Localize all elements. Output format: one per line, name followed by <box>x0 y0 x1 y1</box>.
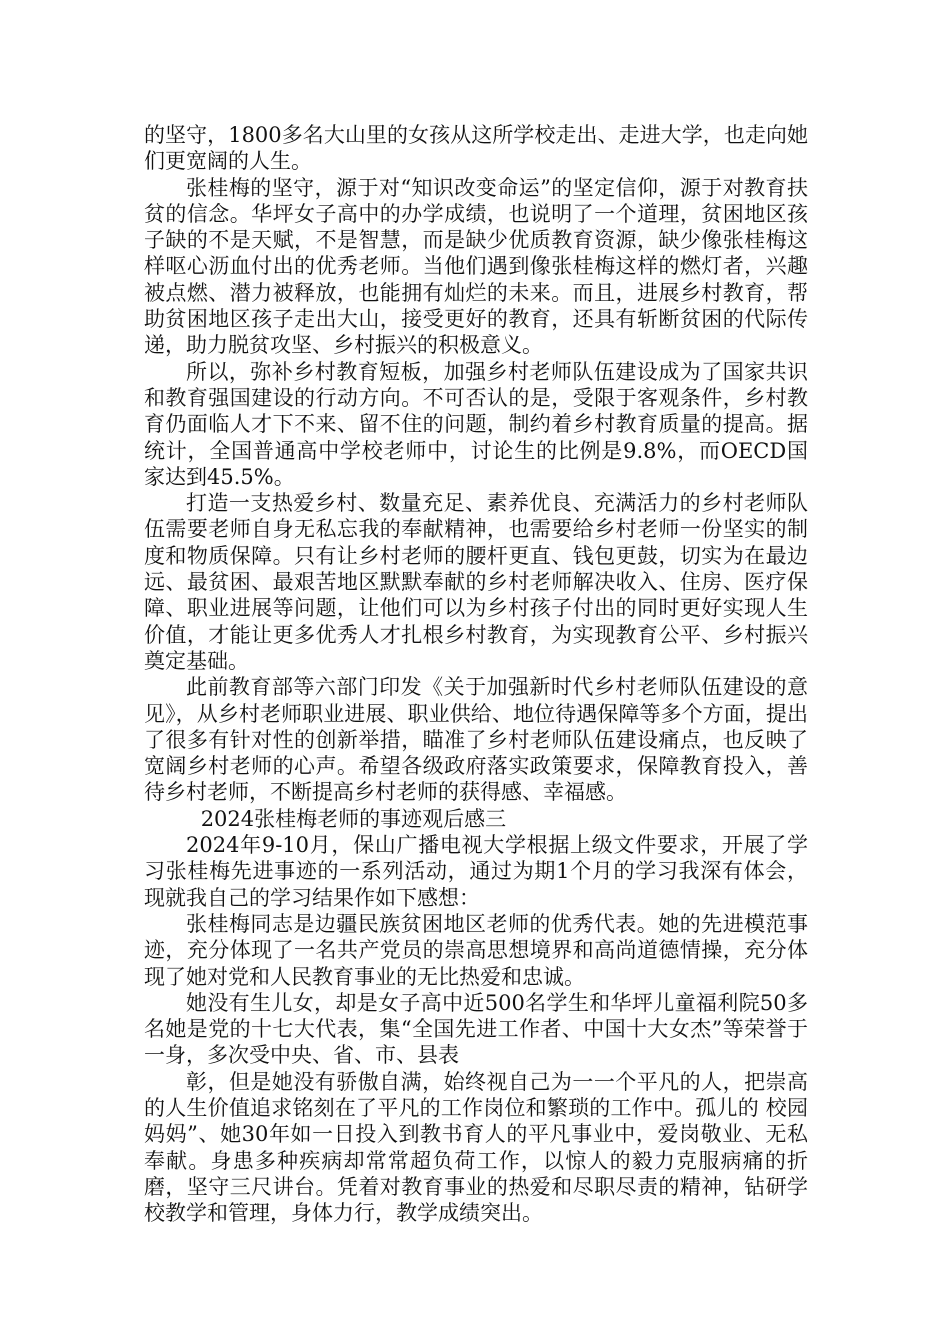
paragraph: 2024年9-10月，保山广播电视大学根据上级文件要求，开展了学习张桂梅先进事迹的一系列活动，通过为期1个月的学习我深有体会，现就我自己的学习结果作如下感想： <box>144 833 808 910</box>
paragraph: 此前教育部等六部门印发《关于加强新时代乡村老师队伍建设的意见》，从乡村老师职业进展、职业供给、地位待遇保障等多个方面，提出了很多有针对性的创新举措，瞄准了乡村老师队伍建设痛点，也反映了宽阔乡村老师的心声。希望各级政府落实政策要求，保障教育投入，善待乡村老师，不断提高乡村老师的获得感、幸福感。 <box>144 675 808 805</box>
paragraph: 所以，弥补乡村教育短板，加强乡村老师队伍建设成为了国家共识和教育强国建设的行动方向。不可否认的是，受限于客观条件，乡村教育仍面临人才下不来、留不住的问题，制约着乡村教育质量的提高。据统计，全国普通高中学校老师中，讨论生的比例是9.8%，而OECD国家达到45.5%。 <box>144 359 808 489</box>
paragraph-continuation: 的坚守，1800多名大山里的女孩从这所学校走出、走进大学，也走向她们更宽阔的人生。 <box>144 123 808 174</box>
paragraph: 张桂梅的坚守，源于对“知识改变命运”的坚定信仰，源于对教育扶贫的信念。华坪女子高中的办学成绩，也说明了一个道理，贫困地区孩子缺的不是天赋，不是智慧，而是缺少优质教育资源，缺少像张桂梅这样呕心沥血付出的优秀老师。当他们遇到像张桂梅这样的燃灯者，兴趣被点燃、潜力被释放，也能拥有灿烂的未来。而且，进展乡村教育，帮助贫困地区孩子走出大山，接受更好的教育，还具有斩断贫困的代际传递，助力脱贫攻坚、乡村振兴的积极意义。 <box>144 175 808 358</box>
paragraph: 张桂梅同志是边疆民族贫困地区老师的优秀代表。她的先进模范事迹，充分体现了一名共产党员的崇高思想境界和高尚道德情操，充分体现了她对党和人民教育事业的无比热爱和忠诚。 <box>144 911 808 989</box>
paragraph: 彰，但是她没有骄傲自满，始终视自己为一一个平凡的人，把崇高的人生价值追求铭刻在了平凡的工作岗位和繁琐的工作中。孤儿的 校园妈妈”、她30年如一日投入到教书育人的平凡事业中，爱岗敬业、无私奉献。身患多种疾病却常常超负荷工作，以惊人的毅力克服病痛的折磨，坚守三尺讲台。凭着对教育事业的热爱和尽职尽责的精神，钻研学校教学和管理，身体力行，教学成绩突出。 <box>144 1069 808 1226</box>
paragraph: 打造一支热爱乡村、数量充足、素养优良、充满活力的乡村老师队伍需要老师自身无私忘我的奉献精神，也需要给乡村老师一份坚实的制度和物质保障。只有让乡村老师的腰杆更直、钱包更鼓，切实为在最边远、最贫困、最艰苦地区默默奉献的乡村老师解决收入、住房、医疗保障、职业进展等问题，让他们可以为乡村孩子付出的同时更好实现人生价值，才能让更多优秀人才扎根乡村教育，为实现教育公平、乡村振兴奠定基础。 <box>144 491 808 673</box>
section-heading: 2024张桂梅老师的事迹观后感三 <box>200 806 507 831</box>
document-body <box>144 122 808 1226</box>
paragraph: 她没有生儿女，却是女子高中近500名学生和华坪儿童福利院50多名她是党的十七大代表，集“全国先进工作者、中国十大女杰”等荣誉于一身，多次受中央、省、市、县表 <box>144 990 808 1068</box>
